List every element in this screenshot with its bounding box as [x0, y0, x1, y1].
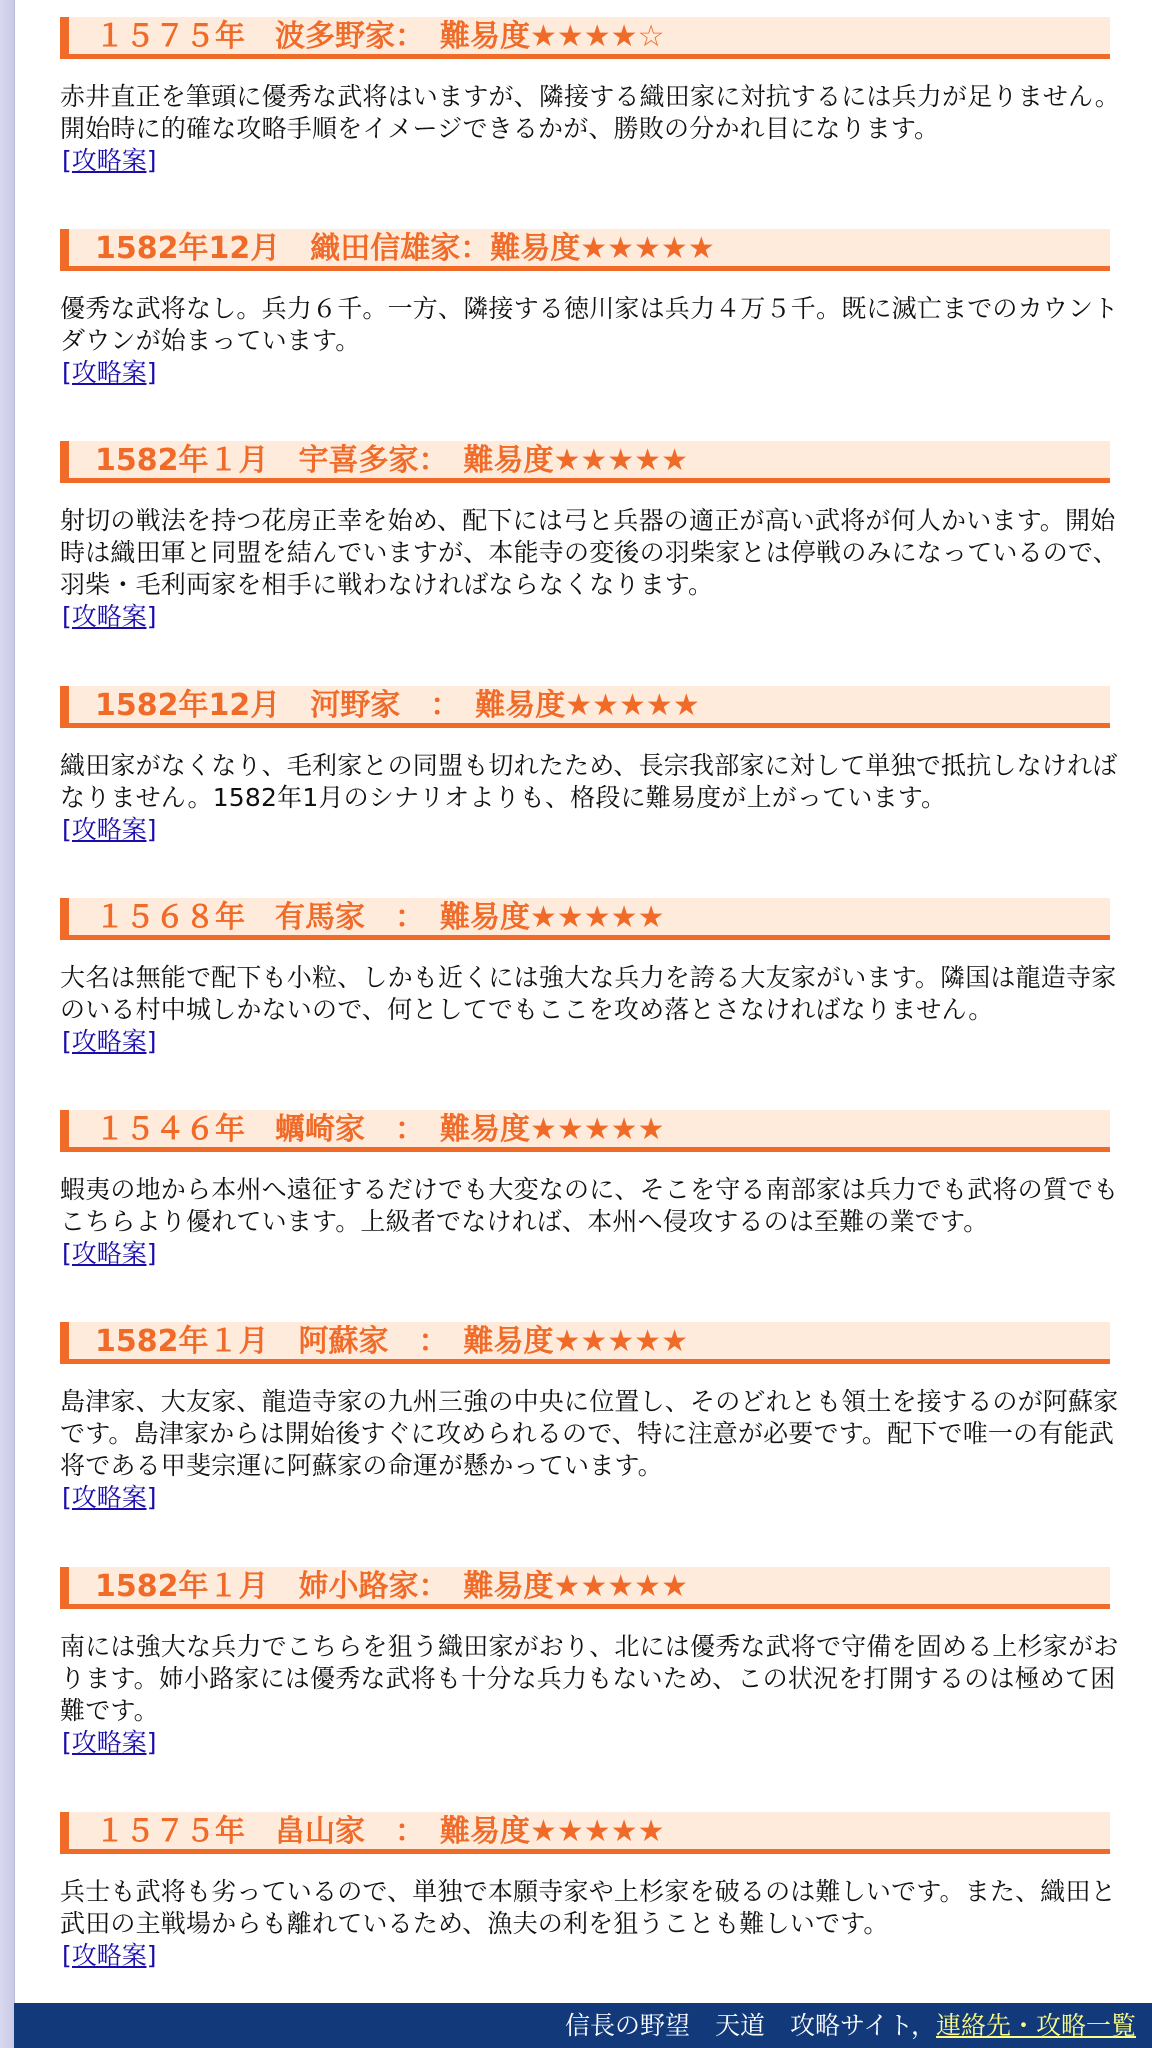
scenario-title: 1582年１月 阿蘇家 ： 難易度★★★★★	[60, 1322, 1110, 1364]
scenario-title: １５７５年 波多野家： 難易度★★★★☆	[60, 17, 1110, 59]
scenario-description: 赤井直正を筆頭に優秀な武将はいますが、隣接する織田家に対抗するには兵力が足りません。開始時に的確な攻略手順をイメージできるかが、勝敗の分かれ目になります。	[60, 82, 1120, 143]
strategy-link[interactable]: [攻略案]	[62, 602, 157, 631]
strategy-link[interactable]: [攻略案]	[62, 1728, 157, 1757]
left-border	[0, 0, 15, 2048]
scenario-description: 島津家、大友家、龍造寺家の九州三強の中央に位置し、そのどれとも領土を接するのが阿蘇家です。島津家からは開始後すぐに攻められるので、特に注意が必要です。配下で唯一の有能武将である甲斐宗運に阿蘇家の命運が懸かっています。	[60, 1387, 1119, 1480]
scenario-entry	[60, 1110, 1132, 1270]
strategy-link[interactable]: [攻略案]	[62, 1027, 157, 1056]
strategy-link[interactable]: [攻略案]	[62, 1941, 157, 1970]
strategy-link[interactable]: [攻略案]	[62, 1483, 157, 1512]
footer-contact-link[interactable]: 連絡先・攻略一覧	[935, 2011, 1136, 2040]
strategy-link[interactable]: [攻略案]	[62, 815, 157, 844]
scenario-title: １５６８年 有馬家 ： 難易度★★★★★	[60, 898, 1110, 940]
scenario-entry	[60, 1322, 1132, 1514]
scenario-title: １５４６年 蠣崎家 ： 難易度★★★★★	[60, 1110, 1110, 1152]
scenario-description: 射切の戦法を持つ花房正幸を始め、配下には弓と兵器の適正が高い武将が何人かいます。開始時は織田軍と同盟を結んでいますが、本能寺の変後の羽柴家とは停戦のみになっているので、羽柴・毛利両家を相手に戦わなければならなくなります。	[60, 506, 1118, 599]
scenario-description: 織田家がなくなり、毛利家との同盟も切れたため、長宗我部家に対して単独で抵抗しなければなりません。1582年1月のシナリオよりも、格段に難易度が上がっています。	[60, 751, 1118, 812]
scenario-entry	[60, 1567, 1132, 1759]
scenario-description: 蝦夷の地から本州へ遠征するだけでも大変なのに、そこを守る南部家は兵力でも武将の質でもこちらより優れています。上級者でなければ、本州へ侵攻するのは至難の業です。	[60, 1175, 1119, 1236]
strategy-link[interactable]: [攻略案]	[62, 1239, 157, 1268]
scenario-entry	[60, 898, 1132, 1058]
scenario-entry	[60, 229, 1132, 389]
scenario-description: 優秀な武将なし。兵力６千。一方、隣接する徳川家は兵力４万５千。既に滅亡までのカウントダウンが始まっています。	[60, 294, 1119, 355]
scenario-description: 兵士も武将も劣っているので、単独で本願寺家や上杉家を破るのは難しいです。また、織田と武田の主戦場からも離れているため、漁夫の利を狙うことも難しいです。	[60, 1877, 1116, 1938]
scenario-description: 南には強大な兵力でこちらを狙う織田家がおり、北には優秀な武将で守備を固める上杉家がおります。姉小路家には優秀な武将も十分な兵力もないため、この状況を打開するのは極めて困難です。	[60, 1632, 1119, 1725]
strategy-link[interactable]: [攻略案]	[62, 358, 157, 387]
scenario-entry	[60, 1812, 1132, 1972]
scenario-title: 1582年１月 姉小路家： 難易度★★★★★	[60, 1567, 1110, 1609]
scenario-entry	[60, 686, 1132, 846]
scenario-title: １５７５年 畠山家 ： 難易度★★★★★	[60, 1812, 1110, 1854]
scenario-title: 1582年12月 織田信雄家：難易度★★★★★	[60, 229, 1110, 271]
scenario-entry	[60, 17, 1132, 177]
strategy-link[interactable]: [攻略案]	[62, 146, 157, 175]
scenario-description: 大名は無能で配下も小粒、しかも近くには強大な兵力を誇る大友家がいます。隣国は龍造寺家のいる村中城しかないので、何としてでもここを攻め落とさなければなりません。	[60, 963, 1117, 1024]
site-footer	[14, 2003, 1152, 2048]
scenario-entry	[60, 441, 1132, 633]
footer-site-name: 信長の野望 天道 攻略サイト，	[564, 2011, 936, 2040]
scenario-title: 1582年１月 宇喜多家： 難易度★★★★★	[60, 441, 1110, 483]
scenario-title: 1582年12月 河野家 ： 難易度★★★★★	[60, 686, 1110, 728]
